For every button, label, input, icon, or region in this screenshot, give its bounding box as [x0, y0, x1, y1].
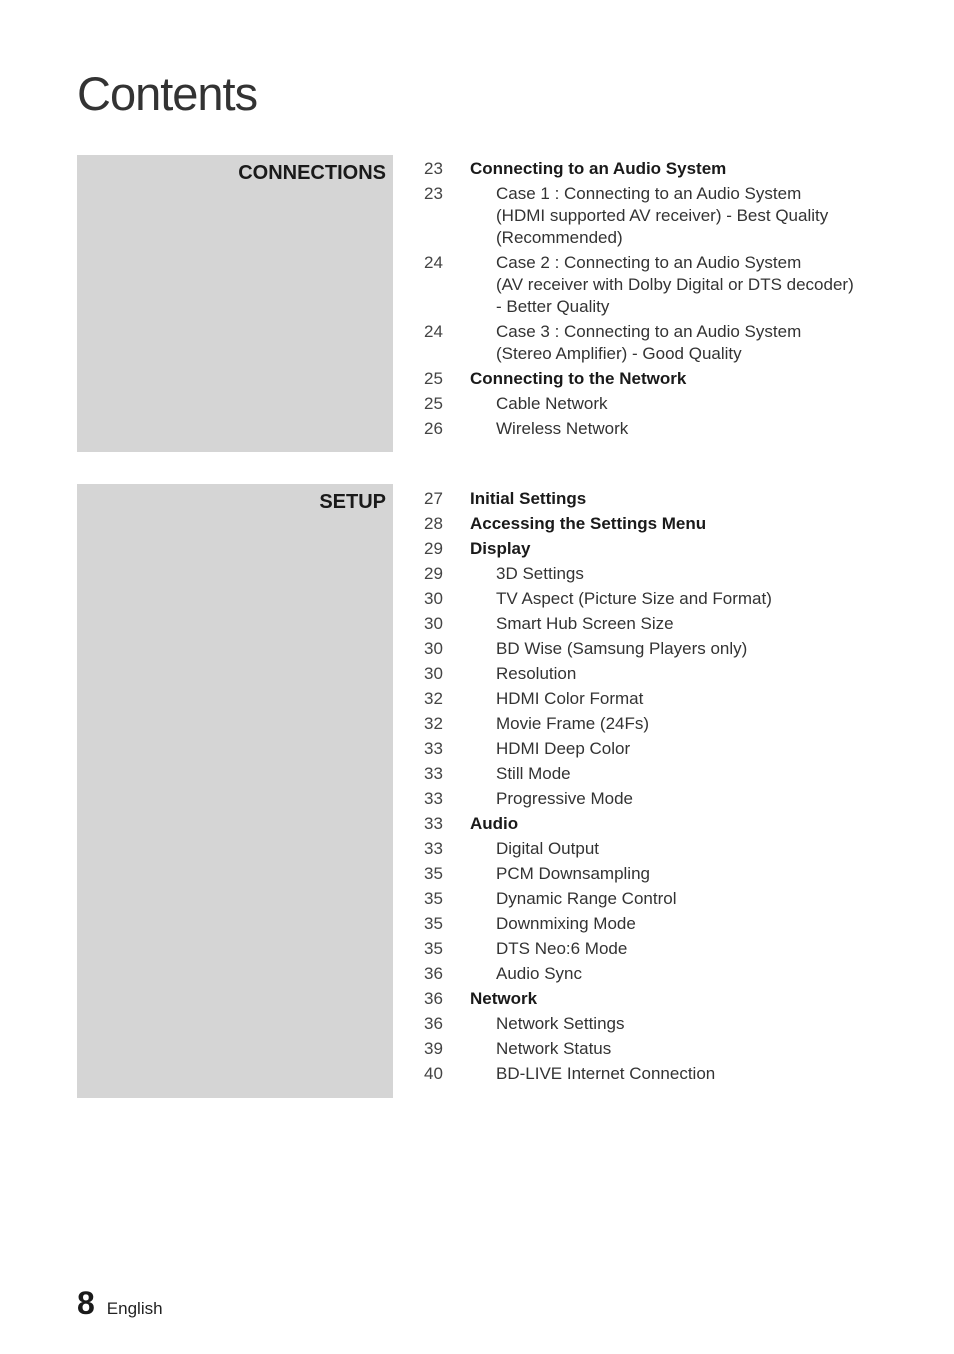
toc-entry-page-number: 33	[424, 764, 443, 783]
toc-entry-subheading: Network Status	[496, 1039, 612, 1058]
toc-entry-page-number: 36	[424, 964, 443, 983]
toc-entry-subheading: Audio Sync	[496, 964, 582, 983]
toc-entry-page-number: 27	[424, 489, 443, 508]
toc-entry-subheading: HDMI Deep Color	[496, 739, 631, 758]
toc-entry-subheading: TV Aspect (Picture Size and Format)	[496, 589, 772, 608]
section-panel-setup	[77, 484, 393, 1098]
toc-entry[interactable]	[393, 183, 863, 249]
page-footer	[77, 1285, 163, 1322]
toc-entry-page-number: 36	[424, 989, 443, 1008]
toc-entry-page-number: 30	[424, 639, 443, 658]
toc-entry[interactable]	[393, 713, 863, 735]
toc-entry-page-number: 36	[424, 1014, 443, 1033]
toc-entry-page-number: 29	[424, 539, 443, 558]
toc-entry-page-number: 25	[424, 369, 443, 388]
toc-entry-subheading: PCM Downsampling	[496, 864, 650, 883]
toc-entry-subheading: Still Mode	[496, 764, 571, 783]
toc-entry-subheading: Dynamic Range Control	[496, 889, 677, 908]
toc-entry-heading: Network	[470, 989, 538, 1008]
toc-entry-subheading: Wireless Network	[496, 419, 629, 438]
toc-entry-subheading: Cable Network	[496, 394, 608, 413]
toc-entry-page-number: 23	[424, 159, 443, 178]
toc-entry[interactable]	[393, 1038, 863, 1060]
toc-entry[interactable]	[393, 488, 863, 510]
toc-entry-subheading: Digital Output	[496, 839, 599, 858]
section-heading-connections: CONNECTIONS	[238, 162, 386, 184]
toc-entry[interactable]	[393, 663, 863, 685]
section-panel-connections	[77, 155, 393, 452]
toc-entry[interactable]	[393, 888, 863, 910]
page-title: Contents	[77, 67, 258, 120]
toc-entry-subheading: Case 3 : Connecting to an Audio System (Stereo Amplifier) - Good Quality	[496, 322, 802, 363]
toc-entry-page-number: 30	[424, 589, 443, 608]
toc-entry-page-number: 33	[424, 789, 443, 808]
toc-entry-subheading: Downmixing Mode	[496, 914, 636, 933]
toc-entry-page-number: 30	[424, 614, 443, 633]
toc-entry-subheading: BD Wise (Samsung Players only)	[496, 639, 748, 658]
toc-entry-page-number: 29	[424, 564, 443, 583]
toc-entry[interactable]	[393, 988, 863, 1010]
toc-entry-page-number: 24	[424, 322, 443, 341]
toc-entry-subheading: 3D Settings	[496, 564, 584, 583]
toc-entry[interactable]	[393, 788, 863, 810]
toc-entry[interactable]	[393, 252, 863, 318]
section-heading-setup: SETUP	[319, 491, 386, 513]
toc-entry-subheading: BD-LIVE Internet Connection	[496, 1064, 716, 1083]
toc-entry-page-number: 35	[424, 914, 443, 933]
footer-language: English	[106, 1299, 163, 1318]
toc-entry[interactable]	[393, 563, 863, 585]
toc-entry-heading: Connecting to the Network	[470, 369, 687, 388]
toc-entry[interactable]	[393, 1013, 863, 1035]
toc-entry[interactable]	[393, 588, 863, 610]
toc-entry-page-number: 35	[424, 939, 443, 958]
toc-entry-page-number: 30	[424, 664, 443, 683]
toc-entry-page-number: 40	[424, 1064, 443, 1083]
toc-entry[interactable]	[393, 393, 863, 415]
toc-entry[interactable]	[393, 838, 863, 860]
toc-entry[interactable]	[393, 688, 863, 710]
toc-entry-subheading: Case 1 : Connecting to an Audio System (HDMI supported AV receiver) - Best Quality (Recommended)	[496, 184, 829, 247]
toc-entry[interactable]	[393, 418, 863, 440]
toc-entry-page-number: 23	[424, 184, 443, 203]
toc-list-connections	[393, 158, 863, 443]
toc-entry-page-number: 35	[424, 889, 443, 908]
toc-entry[interactable]	[393, 763, 863, 785]
toc-entry-subheading: HDMI Color Format	[496, 689, 644, 708]
toc-entry-page-number: 32	[424, 689, 443, 708]
page-number: 8	[77, 1285, 95, 1321]
toc-entry-page-number: 28	[424, 514, 443, 533]
toc-entry-page-number: 32	[424, 714, 443, 733]
toc-entry[interactable]	[393, 963, 863, 985]
toc-entry-heading: Display	[470, 539, 531, 558]
toc-entry[interactable]	[393, 1063, 863, 1085]
toc-entry-heading: Audio	[470, 814, 519, 833]
toc-entry-subheading: DTS Neo:6 Mode	[496, 939, 628, 958]
toc-entry-heading: Initial Settings	[470, 489, 587, 508]
toc-entry-subheading: Movie Frame (24Fs)	[496, 714, 650, 733]
toc-entry-page-number: 24	[424, 253, 443, 272]
toc-entry[interactable]	[393, 738, 863, 760]
toc-entry-heading: Connecting to an Audio System	[470, 159, 727, 178]
toc-entry-page-number: 26	[424, 419, 443, 438]
toc-entry-page-number: 33	[424, 739, 443, 758]
toc-entry-subheading: Network Settings	[496, 1014, 625, 1033]
toc-entry[interactable]	[393, 638, 863, 660]
toc-entry[interactable]	[393, 538, 863, 560]
toc-entry-subheading: Case 2 : Connecting to an Audio System (AV receiver with Dolby Digital or DTS decoder) - Better Quality	[496, 253, 854, 316]
toc-entry-page-number: 33	[424, 814, 443, 833]
toc-entry[interactable]	[393, 863, 863, 885]
toc-entry[interactable]	[393, 938, 863, 960]
toc-entry-page-number: 25	[424, 394, 443, 413]
toc-entry-subheading: Smart Hub Screen Size	[496, 614, 674, 633]
toc-entry[interactable]	[393, 913, 863, 935]
toc-entry-page-number: 35	[424, 864, 443, 883]
toc-entry-page-number: 33	[424, 839, 443, 858]
toc-entry[interactable]	[393, 321, 863, 365]
toc-entry[interactable]	[393, 813, 863, 835]
toc-entry[interactable]	[393, 613, 863, 635]
toc-entry-heading: Accessing the Settings Menu	[470, 514, 707, 533]
toc-list-setup	[393, 488, 863, 1088]
toc-entry-subheading: Progressive Mode	[496, 789, 634, 808]
toc-entry-page-number: 39	[424, 1039, 443, 1058]
toc-entry[interactable]	[393, 368, 863, 390]
toc-entry-subheading: Resolution	[496, 664, 577, 683]
toc-entry[interactable]	[393, 513, 863, 535]
toc-entry[interactable]	[393, 158, 863, 180]
